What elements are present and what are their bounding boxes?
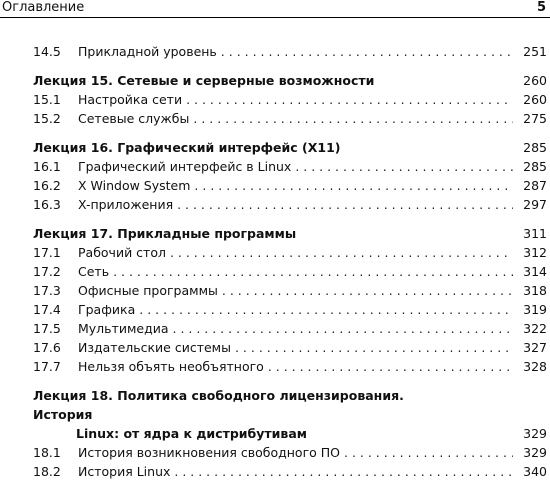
entry-page: 260 [523,92,547,107]
leader-dots [193,109,513,128]
entry-page: 297 [523,197,547,212]
entry-title: Рабочий стол [78,245,166,260]
lecture-heading[interactable] [33,386,547,443]
toc-entry[interactable] [33,195,547,214]
entry-page: 314 [523,264,547,279]
leader-dots [344,443,513,462]
leader-dots [295,157,513,176]
leader-dots [186,90,513,109]
lecture-title: Лекция 16. Графический интерфейс (X11) [33,140,341,155]
lecture-section [33,224,547,376]
leader-dots [221,42,513,61]
lecture-title-line1: Лекция 18. Политика свободного лицензирования. История [33,388,404,422]
toc-entry[interactable] [33,42,547,61]
leader-dots [113,262,513,281]
toc-entry[interactable] [33,90,547,109]
lecture-page: 311 [523,226,547,241]
entry-page: 318 [523,283,547,298]
leader-dots [268,357,513,376]
entry-number: 17.3 [33,283,61,298]
toc-entry[interactable] [33,243,547,262]
entry-page: 285 [523,159,547,174]
leader-dots [177,195,513,214]
toc-entry[interactable] [33,462,547,481]
toc-entry[interactable] [33,300,547,319]
entry-page: 312 [523,245,547,260]
toc-entry[interactable] [33,176,547,195]
entry-page: 340 [523,464,547,479]
lecture-heading[interactable] [33,71,547,90]
entry-page: 322 [523,321,547,336]
entry-number: 17.2 [33,264,61,279]
entry-title: X Window System [78,178,191,193]
header-title: Оглавление [2,0,85,15]
lecture-title: Лекция 15. Сетевые и серверные возможности [33,73,375,88]
toc-entry[interactable] [33,443,547,462]
lecture-title [33,386,517,443]
leader-dots [174,462,513,481]
entry-title: Издательские системы [78,340,231,355]
entry-number: 16.2 [33,178,61,193]
entry-title: Сеть [78,264,110,279]
toc-entry[interactable] [33,357,547,376]
entry-page: 329 [523,445,547,460]
toc-entry[interactable] [33,319,547,338]
toc-entry[interactable] [33,262,547,281]
entry-number: 17.1 [33,245,61,260]
leader-dots [173,319,514,338]
entry-title: Прикладной уровень [78,44,217,59]
leader-dots [139,300,513,319]
toc-entry[interactable] [33,157,547,176]
lecture-section [33,71,547,128]
entry-title: История Linux [78,464,171,479]
lecture-heading[interactable] [33,138,547,157]
entry-title: Настройка сети [78,92,183,107]
entry-title: Графика [78,302,136,317]
leader-dots [235,338,513,357]
lecture-page: 260 [523,73,547,88]
toc-entry[interactable] [33,338,547,357]
entry-page: 328 [523,359,547,374]
leader-dots [222,281,513,300]
entry-page: 275 [523,111,547,126]
entry-number: 18.1 [33,445,61,460]
entry-number: 15.1 [33,92,61,107]
lecture-section [33,138,547,214]
entry-number: 16.3 [33,197,61,212]
header-page-number: 5 [536,0,546,15]
entry-title: Сетевые службы [78,111,190,126]
lecture-heading[interactable] [33,224,547,243]
entry-title: X-приложения [78,197,174,212]
entry-page: 319 [523,302,547,317]
toc-entry[interactable] [33,281,547,300]
entry-page: 287 [523,178,547,193]
lecture-section [33,386,547,481]
lecture-page: 285 [523,140,547,155]
entry-number: 17.4 [33,302,61,317]
entry-number: 17.6 [33,340,61,355]
entry-title: Нельзя объять необъятного [78,359,264,374]
leader-dots [170,243,513,262]
running-header [0,0,550,18]
entry-title: Мультимедиа [78,321,169,336]
entry-number: 18.2 [33,464,61,479]
lecture-title: Лекция 17. Прикладные программы [33,226,297,241]
entry-number: 16.1 [33,159,61,174]
table-of-contents [33,42,547,481]
entry-page: 327 [523,340,547,355]
lecture-title-line2: Linux: от ядра к дистрибутивам [76,426,307,441]
entry-number: 14.5 [33,44,61,59]
entry-number: 15.2 [33,111,61,126]
entry-title: Офисные программы [78,283,218,298]
entry-page: 251 [523,44,547,59]
entry-title: Графический интерфейс в Linux [78,159,292,174]
lecture-page: 329 [523,426,547,441]
toc-entry[interactable] [33,109,547,128]
entry-number: 17.5 [33,321,61,336]
entry-number: 17.7 [33,359,61,374]
leader-dots [194,176,513,195]
entry-title: История возникновения свободного ПО [78,445,341,460]
